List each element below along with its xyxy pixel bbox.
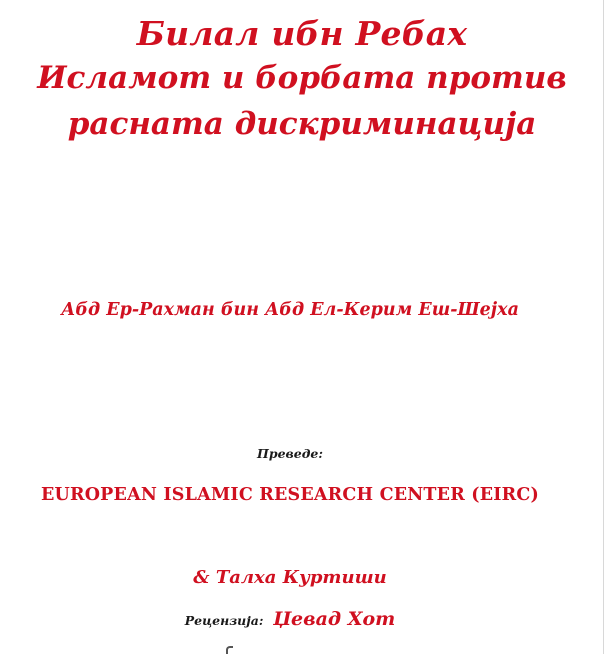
review-label: Рецензија:	[184, 613, 264, 628]
title-line-1: Билал ибн Ребах	[136, 14, 468, 53]
title-line-3: расната дискриминација	[67, 106, 537, 142]
title-line-2: Исламот и борбата против	[37, 60, 567, 96]
translator-organization: EUROPEAN ISLAMIC RESEARCH CENTER (EIRC)	[41, 485, 539, 505]
author-name: Абд Ер-Рахман бин Абд Ел-Керим Еш-Шејха	[61, 300, 519, 320]
reviewer-name: Џевад Хот	[273, 608, 396, 630]
co-translator: & Талха Куртиши	[193, 567, 387, 588]
cut-off-text-fragment	[226, 646, 233, 654]
translated-by-label: Преведе:	[257, 446, 323, 461]
review-line	[0, 608, 592, 630]
